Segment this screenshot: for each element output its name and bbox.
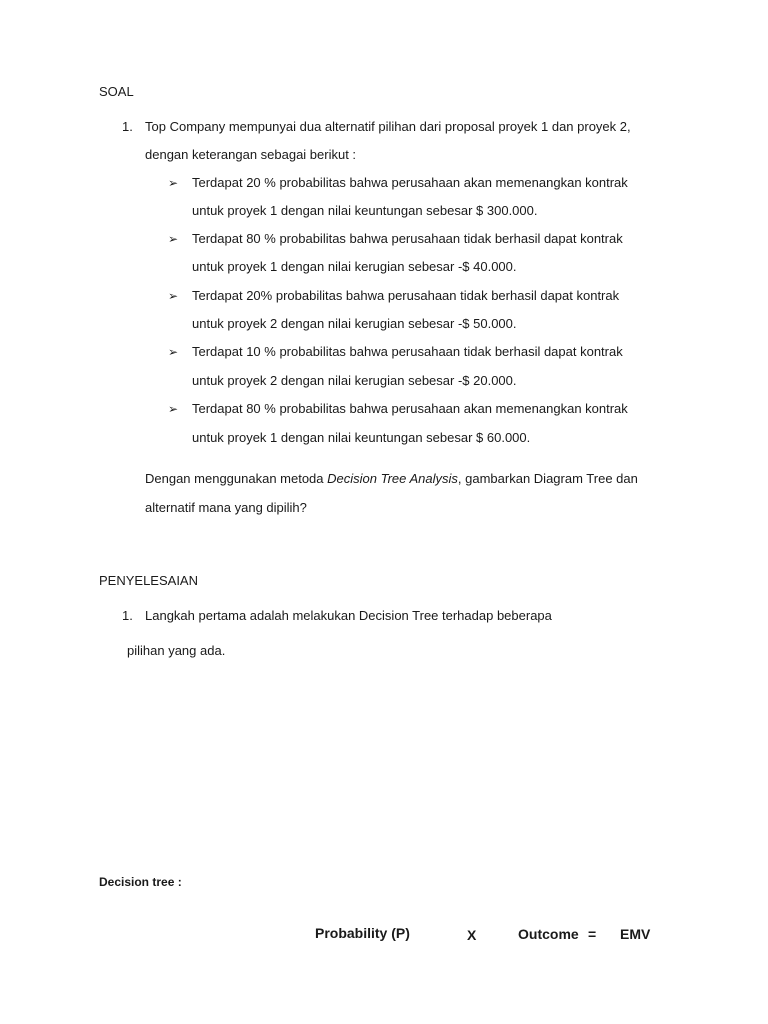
multiply-symbol: X	[467, 927, 477, 943]
arrow-right-icon: ➢	[168, 345, 179, 359]
arrow-right-icon: ➢	[168, 232, 179, 246]
bullet-line1: Terdapat 80 % probabilitas bahwa perusahaan akan memenangkan kontrak	[192, 401, 628, 416]
bullet-line2: untuk proyek 2 dengan nilai kerugian sebesar -$ 50.000.	[192, 316, 517, 331]
bullet-line2: untuk proyek 1 dengan nilai keuntungan sebesar $ 300.000.	[192, 203, 538, 218]
soal-item-line2: dengan keterangan sebagai berikut :	[145, 147, 357, 162]
question-post: , gambarkan Diagram Tree dan	[457, 471, 638, 486]
bullet-line2: untuk proyek 2 dengan nilai kerugian sebesar -$ 20.000.	[192, 373, 517, 388]
bullet-line2: untuk proyek 1 dengan nilai keuntungan sebesar $ 60.000.	[192, 430, 531, 445]
decision-tree-label: Decision tree :	[99, 875, 182, 889]
outcome-header: Outcome	[518, 926, 579, 942]
penyelesaian-item-line1: Langkah pertama adalah melakukan Decision Tree terhadap beberapa	[145, 608, 552, 623]
equals-symbol: =	[588, 926, 597, 942]
probability-header: Probability (P)	[315, 925, 410, 941]
bullet-line1: Terdapat 80 % probabilitas bahwa perusahaan tidak berhasil dapat kontrak	[192, 231, 623, 246]
bullet-line1: Terdapat 20 % probabilitas bahwa perusahaan akan memenangkan kontrak	[192, 175, 628, 190]
bullet-line2: untuk proyek 1 dengan nilai kerugian sebesar -$ 40.000.	[192, 259, 517, 274]
bullet-line1: Terdapat 20% probabilitas bahwa perusahaan tidak berhasil dapat kontrak	[192, 288, 620, 303]
penyelesaian-item-line2: pilihan yang ada.	[127, 643, 226, 658]
soal-heading: SOAL	[99, 84, 134, 99]
arrow-right-icon: ➢	[168, 176, 179, 190]
question-pre: Dengan menggunakan metoda	[145, 471, 328, 486]
bullet-line1: Terdapat 10 % probabilitas bahwa perusahaan tidak berhasil dapat kontrak	[192, 344, 623, 359]
emv-header: EMV	[620, 926, 651, 942]
question-line2: alternatif mana yang dipilih?	[145, 500, 307, 515]
question-line1	[145, 470, 638, 488]
penyelesaian-item-number: 1.	[122, 608, 133, 623]
arrow-right-icon: ➢	[168, 289, 179, 303]
soal-item-line1: Top Company mempunyai dua alternatif pilihan dari proposal proyek 1 dan proyek 2,	[145, 119, 631, 134]
question-emphasis: Decision Tree Analysis	[327, 471, 458, 486]
arrow-right-icon: ➢	[168, 402, 179, 416]
soal-item-number: 1.	[122, 119, 133, 134]
penyelesaian-heading: PENYELESAIAN	[99, 573, 198, 588]
